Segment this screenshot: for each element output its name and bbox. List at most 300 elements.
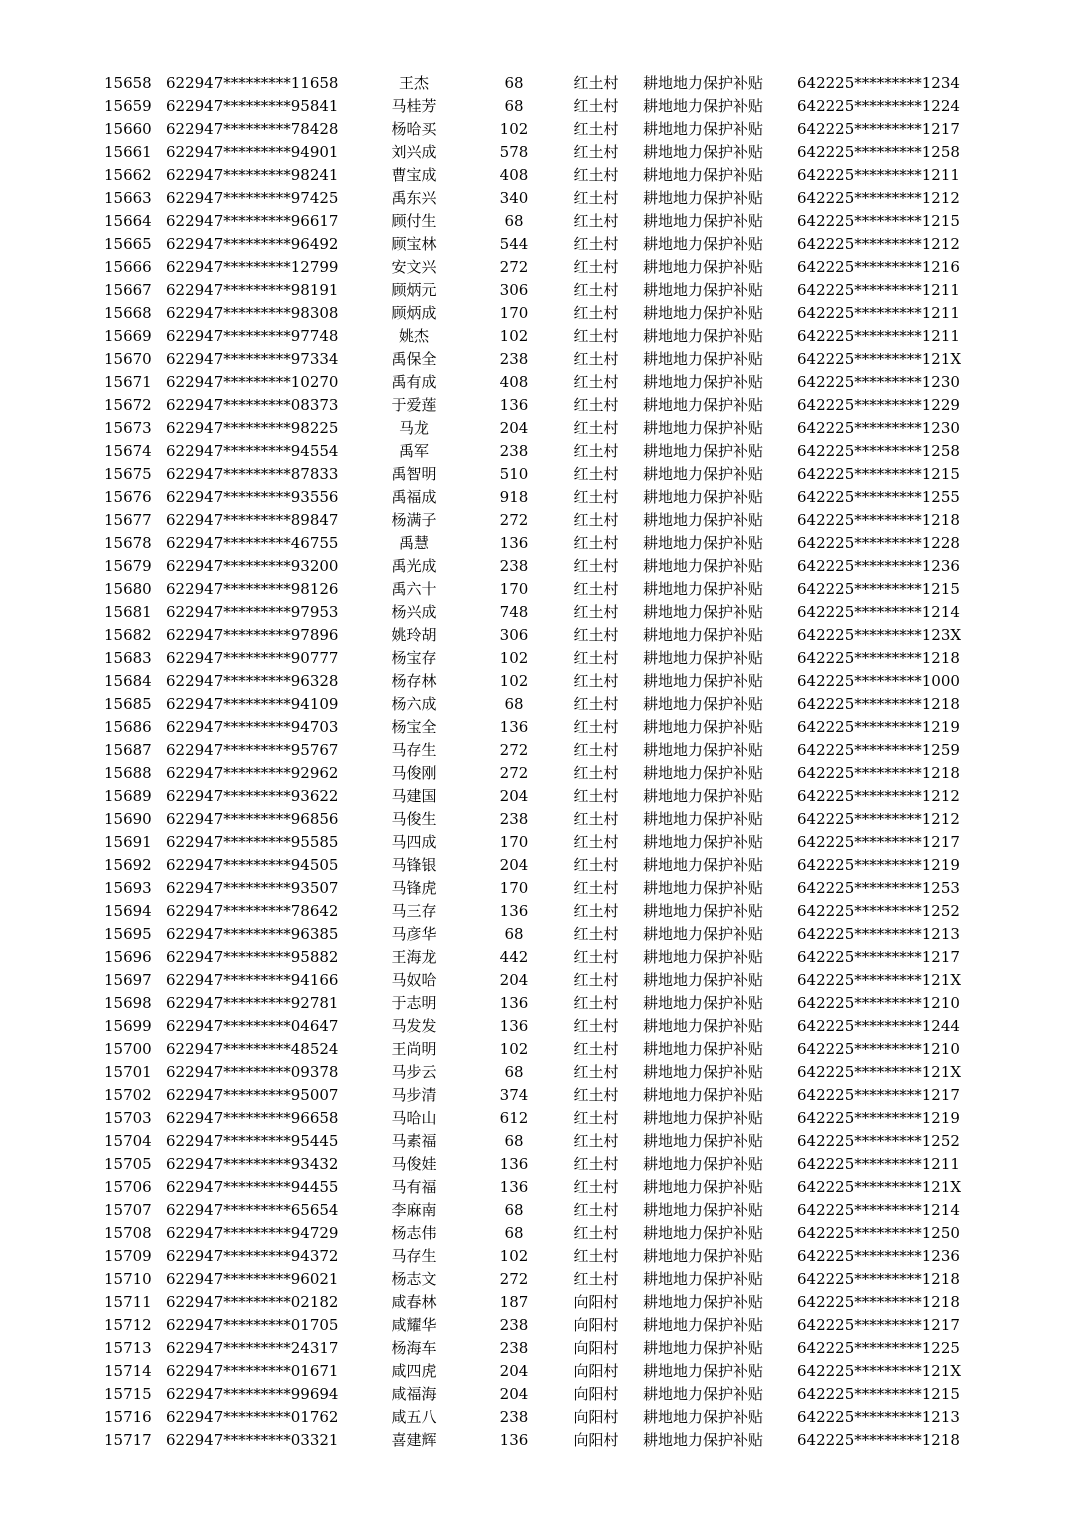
id-number: 642225*********123X (797, 626, 962, 644)
bank-card-number: 622947*********10270 (166, 373, 339, 391)
village-name: 红土村 (573, 787, 619, 805)
subsidy-type: 耕地地力保护补贴 (643, 1109, 764, 1127)
person-name: 马步清 (391, 1086, 437, 1104)
bank-card-number: 622947*********98241 (166, 166, 339, 184)
table-row (0, 72, 1074, 95)
person-name: 马哈山 (391, 1109, 437, 1127)
table-row (0, 624, 1074, 647)
village-name: 红土村 (573, 1224, 619, 1242)
row-number: 15717 (104, 1431, 152, 1449)
subsidy-amount: 238 (499, 810, 529, 828)
village-name: 向阳村 (573, 1293, 619, 1311)
id-number: 642225*********1215 (797, 212, 960, 230)
table-row (0, 1130, 1074, 1153)
person-name: 马素福 (391, 1132, 437, 1150)
row-number: 15686 (104, 718, 152, 736)
table-row (0, 578, 1074, 601)
person-name: 杨志伟 (391, 1224, 437, 1242)
subsidy-amount: 68 (504, 925, 524, 943)
row-number: 15666 (104, 258, 152, 276)
bank-card-number: 622947*********12799 (166, 258, 339, 276)
id-number: 642225*********1252 (797, 1132, 960, 1150)
bank-card-number: 622947*********93200 (166, 557, 339, 575)
subsidy-amount: 204 (499, 419, 529, 437)
person-name: 禹军 (398, 442, 429, 460)
row-number: 15676 (104, 488, 152, 506)
subsidy-amount: 68 (504, 212, 524, 230)
id-number: 642225*********1218 (797, 649, 960, 667)
subsidy-type: 耕地地力保护补贴 (643, 1408, 764, 1426)
subsidy-amount: 306 (499, 281, 529, 299)
village-name: 红土村 (573, 718, 619, 736)
subsidy-type: 耕地地力保护补贴 (643, 74, 764, 92)
bank-card-number: 622947*********94729 (166, 1224, 339, 1242)
subsidy-amount: 170 (499, 580, 529, 598)
subsidy-type: 耕地地力保护补贴 (643, 1431, 764, 1449)
table-row (0, 394, 1074, 417)
bank-card-number: 622947*********94109 (166, 695, 339, 713)
person-name: 马四成 (391, 833, 437, 851)
id-number: 642225*********1244 (797, 1017, 960, 1035)
row-number: 15700 (104, 1040, 152, 1058)
id-number: 642225*********1215 (797, 580, 960, 598)
id-number: 642225*********1236 (797, 1247, 960, 1265)
row-number: 15659 (104, 97, 152, 115)
village-name: 红土村 (573, 649, 619, 667)
village-name: 红土村 (573, 74, 619, 92)
person-name: 王杰 (398, 74, 429, 92)
person-name: 咸耀华 (391, 1316, 437, 1334)
subsidy-amount: 102 (499, 120, 529, 138)
id-number: 642225*********1211 (797, 1155, 960, 1173)
table-row (0, 371, 1074, 394)
row-number: 15670 (104, 350, 152, 368)
subsidy-type: 耕地地力保护补贴 (643, 764, 764, 782)
row-number: 15696 (104, 948, 152, 966)
person-name: 王海龙 (391, 948, 437, 966)
subsidy-amount: 170 (499, 833, 529, 851)
id-number: 642225*********1217 (797, 1086, 960, 1104)
bank-card-number: 622947*********96021 (166, 1270, 339, 1288)
person-name: 杨存林 (391, 672, 437, 690)
id-number: 642225*********1210 (797, 1040, 960, 1058)
table-row (0, 141, 1074, 164)
bank-card-number: 622947*********02182 (166, 1293, 339, 1311)
person-name: 马存生 (391, 741, 437, 759)
id-number: 642225*********1258 (797, 442, 960, 460)
id-number: 642225*********1217 (797, 120, 960, 138)
subsidy-type: 耕地地力保护补贴 (643, 373, 764, 391)
table-row (0, 762, 1074, 785)
id-number: 642225*********1213 (797, 1408, 960, 1426)
id-number: 642225*********1217 (797, 1316, 960, 1334)
subsidy-amount: 68 (504, 1063, 524, 1081)
table-row (0, 1429, 1074, 1452)
bank-card-number: 622947*********98225 (166, 419, 339, 437)
subsidy-amount: 238 (499, 1339, 529, 1357)
id-number: 642225*********1229 (797, 396, 960, 414)
subsidy-type: 耕地地力保护补贴 (643, 902, 764, 920)
id-number: 642225*********1234 (797, 74, 960, 92)
subsidy-type: 耕地地力保护补贴 (643, 1178, 764, 1196)
village-name: 红土村 (573, 626, 619, 644)
bank-card-number: 622947*********11658 (166, 74, 339, 92)
village-name: 向阳村 (573, 1385, 619, 1403)
id-number: 642225*********1252 (797, 902, 960, 920)
subsidy-type: 耕地地力保护补贴 (643, 1316, 764, 1334)
subsidy-amount: 442 (499, 948, 529, 966)
bank-card-number: 622947*********90777 (166, 649, 339, 667)
bank-card-number: 622947*********92962 (166, 764, 339, 782)
table-row (0, 946, 1074, 969)
table-row (0, 716, 1074, 739)
subsidy-amount: 918 (499, 488, 529, 506)
bank-card-number: 622947*********87833 (166, 465, 339, 483)
person-name: 马存生 (391, 1247, 437, 1265)
id-number: 642225*********1212 (797, 235, 960, 253)
person-name: 于爱莲 (391, 396, 437, 414)
village-name: 红土村 (573, 350, 619, 368)
subsidy-amount: 306 (499, 626, 529, 644)
id-number: 642225*********121X (797, 1362, 962, 1380)
village-name: 红土村 (573, 442, 619, 460)
person-name: 姚杰 (398, 327, 429, 345)
subsidy-type: 耕地地力保护补贴 (643, 1086, 764, 1104)
subsidy-type: 耕地地力保护补贴 (643, 603, 764, 621)
row-number: 15687 (104, 741, 152, 759)
id-number: 642225*********1230 (797, 419, 960, 437)
table-row (0, 1153, 1074, 1176)
subsidy-type: 耕地地力保护补贴 (643, 488, 764, 506)
subsidy-amount: 170 (499, 879, 529, 897)
id-number: 642225*********1255 (797, 488, 960, 506)
person-name: 杨宝全 (391, 718, 437, 736)
person-name: 马锋银 (391, 856, 437, 874)
village-name: 红土村 (573, 281, 619, 299)
subsidy-type: 耕地地力保护补贴 (643, 1385, 764, 1403)
person-name: 杨志文 (391, 1270, 437, 1288)
subsidy-amount: 204 (499, 971, 529, 989)
subsidy-type: 耕地地力保护补贴 (643, 1132, 764, 1150)
subsidy-amount: 612 (499, 1109, 529, 1127)
subsidy-amount: 510 (499, 465, 529, 483)
subsidy-type: 耕地地力保护补贴 (643, 1201, 764, 1219)
row-number: 15693 (104, 879, 152, 897)
bank-card-number: 622947*********46755 (166, 534, 339, 552)
subsidy-amount: 204 (499, 787, 529, 805)
village-name: 红土村 (573, 373, 619, 391)
village-name: 红土村 (573, 1201, 619, 1219)
table-row (0, 1038, 1074, 1061)
person-name: 杨哈买 (391, 120, 437, 138)
person-name: 马锋虎 (391, 879, 437, 897)
subsidy-amount: 272 (499, 764, 529, 782)
bank-card-number: 622947*********94703 (166, 718, 339, 736)
person-name: 于志明 (391, 994, 437, 1012)
id-number: 642225*********1250 (797, 1224, 960, 1242)
bank-card-number: 622947*********95767 (166, 741, 339, 759)
bank-card-number: 622947*********95007 (166, 1086, 339, 1104)
row-number: 15662 (104, 166, 152, 184)
id-number: 642225*********1230 (797, 373, 960, 391)
subsidy-type: 耕地地力保护补贴 (643, 1270, 764, 1288)
subsidy-type: 耕地地力保护补贴 (643, 1247, 764, 1265)
row-number: 15715 (104, 1385, 152, 1403)
row-number: 15716 (104, 1408, 152, 1426)
row-number: 15689 (104, 787, 152, 805)
person-name: 杨兴成 (391, 603, 437, 621)
subsidy-type: 耕地地力保护补贴 (643, 626, 764, 644)
table-row (0, 210, 1074, 233)
id-number: 642225*********1218 (797, 511, 960, 529)
id-number: 642225*********1000 (797, 672, 960, 690)
subsidy-amount: 238 (499, 350, 529, 368)
subsidy-type: 耕地地力保护补贴 (643, 396, 764, 414)
person-name: 禹光成 (391, 557, 437, 575)
table-row (0, 440, 1074, 463)
table-row (0, 325, 1074, 348)
bank-card-number: 622947*********97334 (166, 350, 339, 368)
row-number: 15664 (104, 212, 152, 230)
row-number: 15669 (104, 327, 152, 345)
table-row (0, 1291, 1074, 1314)
village-name: 红土村 (573, 327, 619, 345)
table-row (0, 1245, 1074, 1268)
table-row (0, 532, 1074, 555)
subsidy-amount: 340 (499, 189, 529, 207)
row-number: 15703 (104, 1109, 152, 1127)
person-name: 禹六十 (391, 580, 437, 598)
subsidy-type: 耕地地力保护补贴 (643, 1040, 764, 1058)
id-number: 642225*********1214 (797, 1201, 960, 1219)
bank-card-number: 622947*********96617 (166, 212, 339, 230)
bank-card-number: 622947*********48524 (166, 1040, 339, 1058)
subsidy-amount: 272 (499, 741, 529, 759)
bank-card-number: 622947*********96385 (166, 925, 339, 943)
village-name: 红土村 (573, 1247, 619, 1265)
village-name: 红土村 (573, 925, 619, 943)
village-name: 红土村 (573, 419, 619, 437)
row-number: 15706 (104, 1178, 152, 1196)
subsidy-amount: 102 (499, 327, 529, 345)
row-number: 15685 (104, 695, 152, 713)
bank-card-number: 622947*********98191 (166, 281, 339, 299)
row-number: 15692 (104, 856, 152, 874)
village-name: 红土村 (573, 695, 619, 713)
subsidy-amount: 102 (499, 1040, 529, 1058)
subsidy-amount: 136 (499, 534, 529, 552)
subsidy-amount: 136 (499, 1155, 529, 1173)
subsidy-amount: 136 (499, 396, 529, 414)
subsidy-amount: 272 (499, 258, 529, 276)
row-number: 15711 (104, 1293, 152, 1311)
person-name: 咸四虎 (391, 1362, 437, 1380)
subsidy-type: 耕地地力保护补贴 (643, 442, 764, 460)
bank-card-number: 622947*********78642 (166, 902, 339, 920)
table-row (0, 187, 1074, 210)
subsidy-type: 耕地地力保护补贴 (643, 1339, 764, 1357)
person-name: 马彦华 (391, 925, 437, 943)
subsidy-type: 耕地地力保护补贴 (643, 1362, 764, 1380)
row-number: 15701 (104, 1063, 152, 1081)
bank-card-number: 622947*********97748 (166, 327, 339, 345)
bank-card-number: 622947*********24317 (166, 1339, 339, 1357)
subsidy-amount: 272 (499, 1270, 529, 1288)
table-row (0, 463, 1074, 486)
row-number: 15707 (104, 1201, 152, 1219)
village-name: 红土村 (573, 97, 619, 115)
village-name: 红土村 (573, 235, 619, 253)
table-row (0, 739, 1074, 762)
subsidy-amount: 102 (499, 672, 529, 690)
subsidy-amount: 68 (504, 695, 524, 713)
subsidy-type: 耕地地力保护补贴 (643, 994, 764, 1012)
village-name: 红土村 (573, 166, 619, 184)
village-name: 红土村 (573, 1109, 619, 1127)
id-number: 642225*********1218 (797, 695, 960, 713)
bank-card-number: 622947*********95585 (166, 833, 339, 851)
table-row (0, 256, 1074, 279)
subsidy-type: 耕地地力保护补贴 (643, 304, 764, 322)
subsidy-type: 耕地地力保护补贴 (643, 1017, 764, 1035)
table-row (0, 1268, 1074, 1291)
person-name: 顾炳成 (391, 304, 437, 322)
village-name: 红土村 (573, 1155, 619, 1173)
table-row (0, 670, 1074, 693)
table-row (0, 555, 1074, 578)
table-row (0, 808, 1074, 831)
bank-card-number: 622947*********89847 (166, 511, 339, 529)
row-number: 15678 (104, 534, 152, 552)
person-name: 马步云 (391, 1063, 437, 1081)
village-name: 向阳村 (573, 1431, 619, 1449)
person-name: 杨满子 (391, 511, 437, 529)
bank-card-number: 622947*********95882 (166, 948, 339, 966)
subsidy-amount: 136 (499, 1431, 529, 1449)
table-row (0, 118, 1074, 141)
bank-card-number: 622947*********93622 (166, 787, 339, 805)
subsidy-type: 耕地地力保护补贴 (643, 327, 764, 345)
table-row (0, 164, 1074, 187)
subsidy-amount: 102 (499, 649, 529, 667)
subsidy-amount: 272 (499, 511, 529, 529)
row-number: 15674 (104, 442, 152, 460)
subsidy-type: 耕地地力保护补贴 (643, 465, 764, 483)
subsidy-amount: 68 (504, 1132, 524, 1150)
bank-card-number: 622947*********94901 (166, 143, 339, 161)
id-number: 642225*********1210 (797, 994, 960, 1012)
subsidy-type: 耕地地力保护补贴 (643, 1155, 764, 1173)
person-name: 曹宝成 (391, 166, 437, 184)
bank-card-number: 622947*********94455 (166, 1178, 339, 1196)
subsidy-amount: 238 (499, 442, 529, 460)
bank-card-number: 622947*********96492 (166, 235, 339, 253)
subsidy-type: 耕地地力保护补贴 (643, 580, 764, 598)
row-number: 15712 (104, 1316, 152, 1334)
village-name: 红土村 (573, 488, 619, 506)
subsidy-type: 耕地地力保护补贴 (643, 787, 764, 805)
subsidy-amount: 408 (499, 373, 529, 391)
row-number: 15660 (104, 120, 152, 138)
subsidy-type: 耕地地力保护补贴 (643, 649, 764, 667)
subsidy-type: 耕地地力保护补贴 (643, 143, 764, 161)
row-number: 15705 (104, 1155, 152, 1173)
person-name: 刘兴成 (391, 143, 437, 161)
row-number: 15680 (104, 580, 152, 598)
table-row (0, 900, 1074, 923)
table-row (0, 1360, 1074, 1383)
row-number: 15679 (104, 557, 152, 575)
table-row (0, 1176, 1074, 1199)
subsidy-type: 耕地地力保护补贴 (643, 971, 764, 989)
id-number: 642225*********1218 (797, 1293, 960, 1311)
subsidy-amount: 136 (499, 718, 529, 736)
village-name: 红土村 (573, 1040, 619, 1058)
person-name: 禹东兴 (391, 189, 437, 207)
table-row (0, 1107, 1074, 1130)
person-name: 马俊刚 (391, 764, 437, 782)
id-number: 642225*********1212 (797, 189, 960, 207)
bank-card-number: 622947*********78428 (166, 120, 339, 138)
village-name: 红土村 (573, 994, 619, 1012)
row-number: 15661 (104, 143, 152, 161)
subsidy-type: 耕地地力保护补贴 (643, 1293, 764, 1311)
village-name: 红土村 (573, 1086, 619, 1104)
subsidy-type: 耕地地力保护补贴 (643, 212, 764, 230)
person-name: 马奴哈 (391, 971, 437, 989)
village-name: 红土村 (573, 1017, 619, 1035)
subsidy-amount: 136 (499, 1017, 529, 1035)
bank-card-number: 622947*********93432 (166, 1155, 339, 1173)
village-name: 红土村 (573, 810, 619, 828)
row-number: 15708 (104, 1224, 152, 1242)
subsidy-type: 耕地地力保护补贴 (643, 1063, 764, 1081)
subsidy-amount: 204 (499, 1385, 529, 1403)
table-row (0, 1222, 1074, 1245)
bank-card-number: 622947*********08373 (166, 396, 339, 414)
row-number: 15710 (104, 1270, 152, 1288)
id-number: 642225*********1217 (797, 833, 960, 851)
subsidy-type: 耕地地力保护补贴 (643, 833, 764, 851)
village-name: 红土村 (573, 672, 619, 690)
bank-card-number: 622947*********94554 (166, 442, 339, 460)
person-name: 禹福成 (391, 488, 437, 506)
subsidy-amount: 578 (499, 143, 529, 161)
bank-card-number: 622947*********01762 (166, 1408, 339, 1426)
id-number: 642225*********1213 (797, 925, 960, 943)
id-number: 642225*********1258 (797, 143, 960, 161)
row-number: 15688 (104, 764, 152, 782)
id-number: 642225*********1211 (797, 327, 960, 345)
person-name: 马龙 (398, 419, 429, 437)
subsidy-type: 耕地地力保护补贴 (643, 419, 764, 437)
table-row (0, 95, 1074, 118)
person-name: 顾宝林 (391, 235, 437, 253)
subsidy-amount: 68 (504, 1224, 524, 1242)
person-name: 顾付生 (391, 212, 437, 230)
person-name: 王尚明 (391, 1040, 437, 1058)
subsidy-amount: 68 (504, 1201, 524, 1219)
id-number: 642225*********1211 (797, 166, 960, 184)
row-number: 15665 (104, 235, 152, 253)
bank-card-number: 622947*********94372 (166, 1247, 339, 1265)
row-number: 15704 (104, 1132, 152, 1150)
table-row (0, 923, 1074, 946)
subsidy-amount: 204 (499, 856, 529, 874)
village-name: 红土村 (573, 304, 619, 322)
village-name: 红土村 (573, 971, 619, 989)
id-number: 642225*********1215 (797, 465, 960, 483)
